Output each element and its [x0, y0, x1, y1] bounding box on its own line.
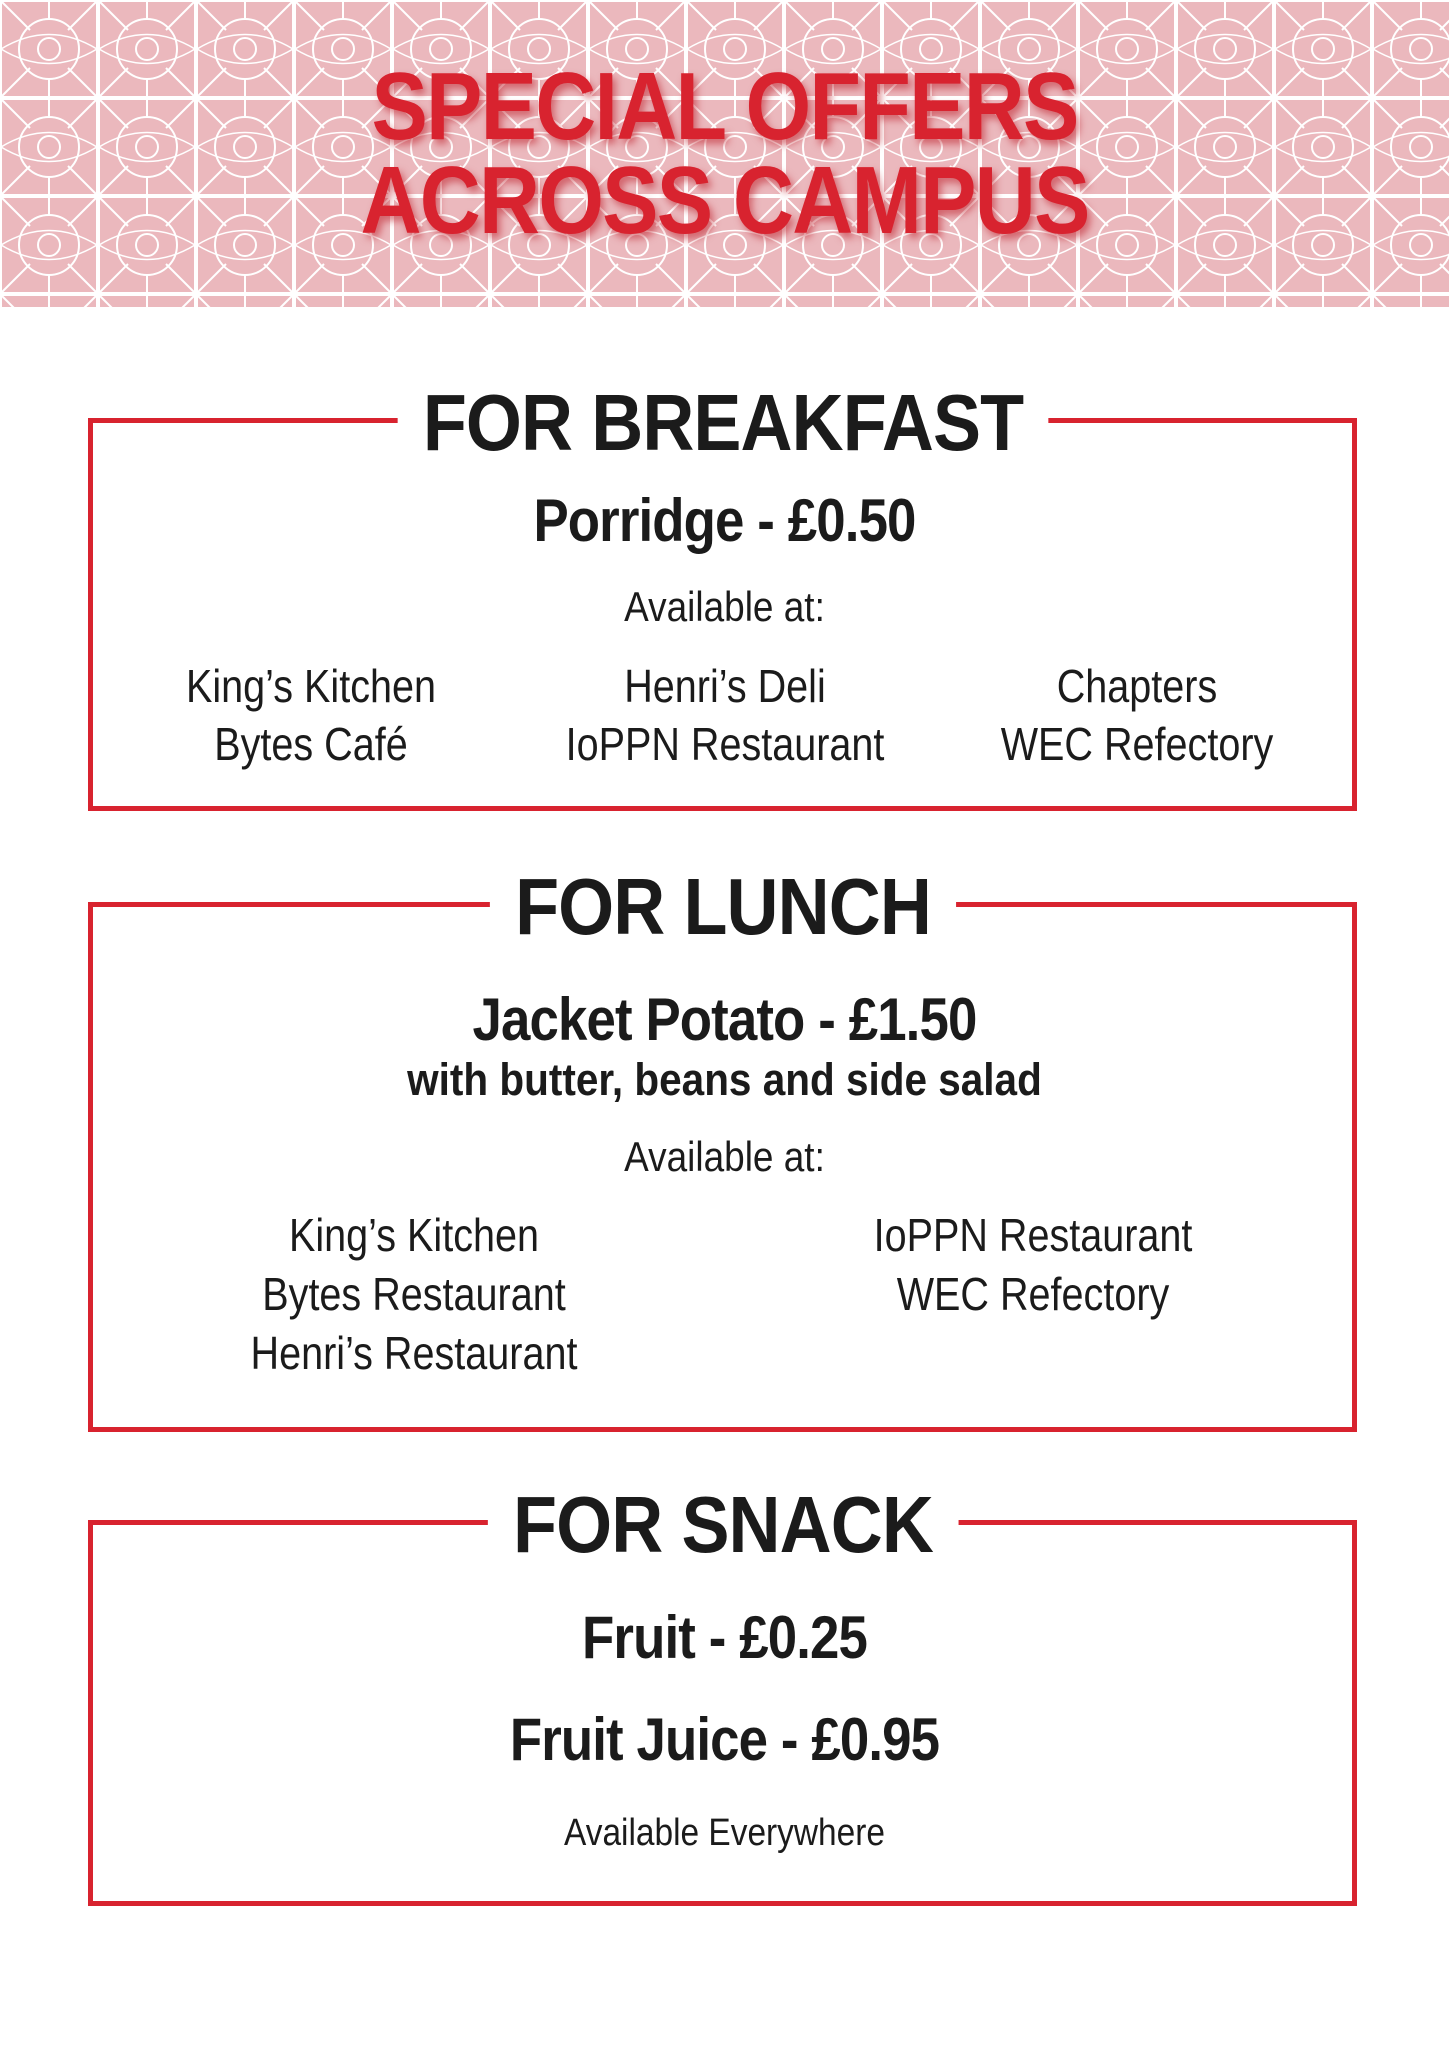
- breakfast-item: Porridge - £0.50: [533, 487, 916, 554]
- snack-heading: FOR SNACK: [487, 1479, 957, 1571]
- venue: King’s Kitchen: [289, 1209, 539, 1261]
- title-line-1: SPECIAL OFFERS: [371, 53, 1078, 160]
- lunch-available-label: Available at:: [624, 1133, 825, 1180]
- lunch-description: with butter, beans and side salad: [407, 1054, 1042, 1105]
- snack-item: Fruit Juice - £0.95: [509, 1706, 940, 1773]
- snack-available-label: Available Everywhere: [564, 1812, 885, 1854]
- venue: IoPPN Restaurant: [565, 718, 885, 770]
- venue: WEC Refectory: [896, 1268, 1170, 1320]
- venue: WEC Refectory: [1000, 718, 1274, 770]
- venue: Bytes Café: [214, 718, 408, 770]
- title-line-2: ACROSS CAMPUS: [360, 147, 1089, 254]
- breakfast-heading: FOR BREAKFAST: [397, 377, 1048, 469]
- snack-item: Fruit - £0.25: [582, 1604, 867, 1671]
- breakfast-available-label: Available at:: [624, 583, 825, 630]
- venue: King’s Kitchen: [186, 660, 436, 712]
- venue: Henri’s Deli: [624, 660, 826, 712]
- venue: Bytes Restaurant: [262, 1268, 566, 1320]
- venue: IoPPN Restaurant: [873, 1209, 1193, 1261]
- header-banner: [0, 0, 1449, 307]
- venue: Henri’s Restaurant: [250, 1327, 578, 1379]
- venue: Chapters: [1056, 660, 1218, 712]
- lunch-item: Jacket Potato - £1.50: [472, 986, 977, 1053]
- lunch-heading: FOR LUNCH: [489, 861, 955, 953]
